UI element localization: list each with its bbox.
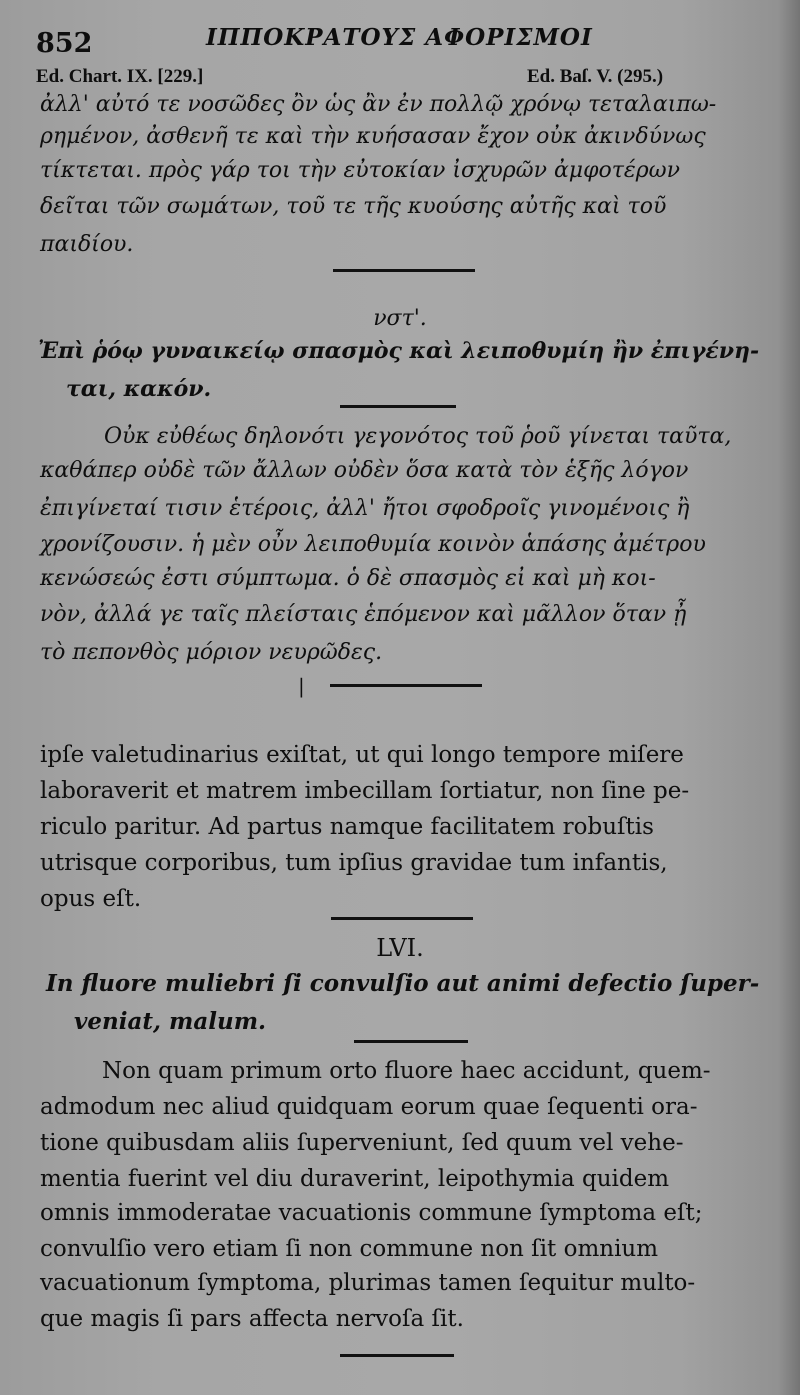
text-line: riculo paritur. Ad partus namque facilitatem robuſtis — [40, 814, 654, 840]
text-line: Ἐπὶ ῥόῳ γυναικείῳ σπασμὸς καὶ λειποθυμίη ἢν ἐπιγένη- — [38, 338, 760, 364]
text-line: τὸ πεπονθὸς μόριον νευρῶδες. — [40, 640, 383, 665]
text-line: δεῖται τῶν σωμάτων, τοῦ τε τῆς κυούσης αὐτῆς καὶ τοῦ — [40, 194, 667, 219]
text-line: Οὐκ εὐθέως δηλονότι γεγονότος τοῦ ῥοῦ γίνεται ταῦτα, — [104, 424, 732, 449]
page-edge-shadow — [778, 0, 800, 1395]
edition-reference-right: Ed. Baſ. V. (295.) — [527, 66, 664, 87]
section-divider — [340, 405, 456, 408]
edition-reference-left: Ed. Chart. IX. [229.] — [36, 66, 204, 87]
page-number: 852 — [36, 28, 93, 59]
text-line: admodum nec aliud quidquam eorum quae ſequenti ora- — [40, 1094, 698, 1120]
running-title: ΙΠΠΟΚΡΑΤΟΥΣ ΑΦΟΡΙΣΜΟΙ — [206, 24, 593, 51]
text-line: utrisque corporibus, tum ipſius gravidae tum infantis, — [40, 850, 668, 876]
text-line: χρονίζουσιν. ἡ μὲν οὖν λειποθυμία κοινὸν ἁπάσης ἀμέτρου — [40, 532, 706, 557]
section-divider — [331, 917, 473, 920]
text-line: κενώσεώς ἐστι σύμπτωμα. ὁ δὲ σπασμὸς εἰ καὶ μὴ κοι- — [40, 566, 656, 591]
text-line: ρημένον, ἀσθενῆ τε καὶ τὴν κυήσασαν ἔχον οὐκ ἀκινδύνως — [40, 124, 706, 149]
text-line: ται, κακόν. — [66, 376, 212, 402]
section-divider — [354, 1040, 468, 1043]
text-line: vacuationum ſymptoma, plurimas tamen ſequitur multo- — [40, 1270, 696, 1296]
text-line: ἀλλ' αὐτό τε νοσῶδες ὂν ὡς ἂν ἐν πολλῷ χρόνῳ τεταλαιπω- — [40, 92, 717, 117]
text-line: omnis immoderatae vacuationis commune ſymptoma eſt; — [40, 1200, 703, 1226]
section-divider — [340, 1354, 454, 1357]
greek-section-number: νστ'. — [373, 306, 427, 331]
section-divider — [330, 684, 482, 687]
text-line: convulſio vero etiam ſi non commune non ſit omnium — [40, 1236, 659, 1262]
text-line: que magis ſi pars affecta nervoſa ſit. — [40, 1306, 464, 1332]
text-line: veniat, malum. — [74, 1008, 267, 1035]
text-line: opus eſt. — [40, 886, 142, 912]
section-divider — [333, 269, 475, 272]
text-line: In fluore muliebri ſi convulſio aut animi defectio ſuper- — [46, 970, 760, 997]
text-line: Non quam primum orto fluore haec accidunt, quem- — [102, 1058, 711, 1084]
text-line: laboraverit et matrem imbecillam ſortiatur, non ſine pe- — [40, 778, 690, 804]
text-line: ipſe valetudinarius exiſtat, ut qui longo tempore miſere — [40, 742, 684, 768]
stray-mark: | — [298, 674, 305, 698]
text-line: mentia fuerint vel diu duraverint, leipothymia quidem — [40, 1166, 670, 1192]
latin-section-number: LVI. — [376, 934, 424, 962]
text-line: καθάπερ οὐδὲ τῶν ἄλλων οὐδὲν ὅσα κατὰ τὸν ἑξῆς λόγον — [40, 458, 689, 483]
text-line: ἐπιγίνεταί τισιν ἑτέροις, ἀλλ' ἤτοι σφοδροῖς γινομένοις ἢ — [40, 496, 690, 521]
text-line: τίκτεται. πρὸς γάρ τοι τὴν εὐτοκίαν ἰσχυρῶν ἀμφοτέρων — [40, 158, 680, 183]
text-line: νὸν, ἀλλά γε ταῖς πλείσταις ἑπόμενον καὶ μᾶλλον ὅταν ᾖ — [40, 602, 687, 627]
text-line: παιδίου. — [40, 232, 134, 257]
text-line: tione quibusdam aliis ſuperveniunt, ſed quum vel vehe- — [40, 1130, 684, 1156]
